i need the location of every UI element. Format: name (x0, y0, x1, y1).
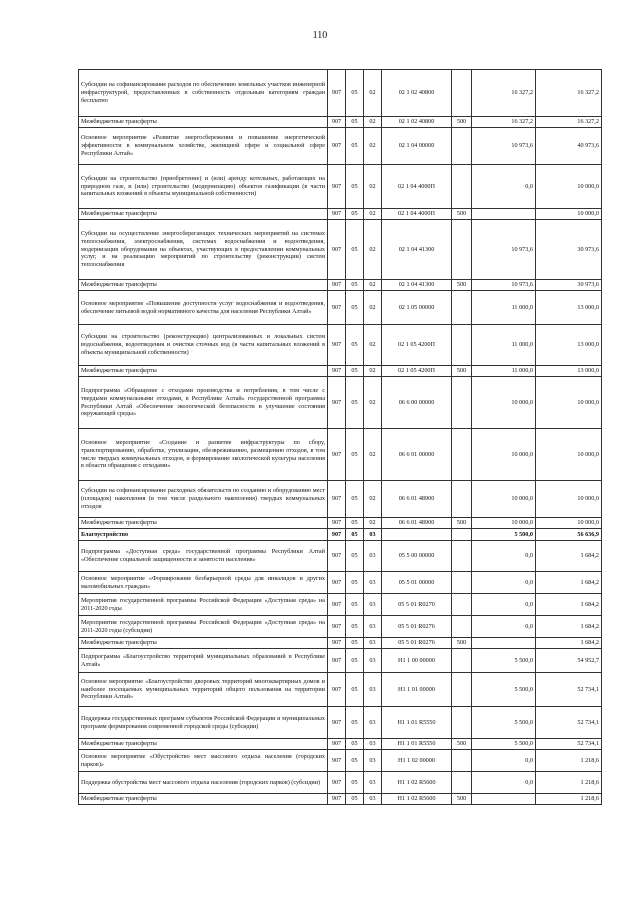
row-vr-cell (452, 707, 472, 739)
row-vr-cell: 500 (452, 209, 472, 220)
row-gr-cell: 907 (328, 541, 346, 572)
row-name-cell: Основное мероприятие «Формирование безбарьерной среды для инвалидов и других маломобильных граждан» (79, 572, 328, 594)
row-rz-cell: 05 (346, 772, 364, 794)
row-gr-cell: 907 (328, 128, 346, 165)
budget-table (78, 69, 602, 805)
row-gr-cell: 907 (328, 649, 346, 673)
row-gr-cell: 907 (328, 739, 346, 750)
row-gr-cell: 907 (328, 673, 346, 707)
row-cs-cell: Н1 1 01 R5550 (382, 707, 452, 739)
row-name-cell: Основное мероприятие «Развитие энергосбережения и повышение энергетической эффективности в коммунальном хозяйстве, жилищной сфере и социальной сфере Республики Алтай» (79, 128, 328, 165)
row-gr-cell: 907 (328, 518, 346, 529)
row-gr-cell: 907 (328, 220, 346, 280)
row-sum1-cell: 10 973,6 (472, 220, 536, 280)
row-sum1-cell: 16 327,2 (472, 70, 536, 117)
row-pr-cell: 03 (364, 673, 382, 707)
row-rz-cell: 05 (346, 739, 364, 750)
row-sum2-cell: 52 734,1 (536, 673, 602, 707)
row-name-cell: Субсидии на строительство (приобретение) и (или) аренду котельных, работающих на природном газе, и (или) строительство (модернизацию) объектов газификации (в части капитальных вложений в объекты муниципальной собственности) (79, 165, 328, 209)
row-sum2-cell: 56 636,9 (536, 529, 602, 541)
row-name-cell: Субсидии на софинансирование расходных обязательств по созданию и оборудованию мест (площадок) накопления (в том числе раздельного накопления) твердых коммунальных отходов (79, 481, 328, 518)
row-pr-cell: 03 (364, 616, 382, 638)
table-row (79, 529, 602, 541)
table-row (79, 117, 602, 128)
row-name-cell: Межбюджетные трансферты (79, 518, 328, 529)
row-rz-cell: 05 (346, 280, 364, 291)
row-rz-cell: 05 (346, 325, 364, 366)
row-gr-cell: 907 (328, 117, 346, 128)
row-sum1-cell (472, 638, 536, 649)
row-sum1-cell: 11 000,0 (472, 366, 536, 377)
row-pr-cell: 03 (364, 707, 382, 739)
row-sum2-cell: 1 684,2 (536, 616, 602, 638)
row-vr-cell: 500 (452, 638, 472, 649)
row-name-cell: Субсидии на софинансирование расходов по обеспечению земельных участков инженерной инфраструктурой, предоставленных в собственность отдельным категориям граждан бесплатно (79, 70, 328, 117)
row-pr-cell: 02 (364, 481, 382, 518)
row-gr-cell: 907 (328, 165, 346, 209)
row-name-cell: Основное мероприятие «Создание и развитие инфраструктуры по сбору, транспортированию, обработке, утилизации, обезвреживанию, размещению отходов, в том числе твердых коммунальных отходов, и формирование экологической культуры населения в области обращения с отходами» (79, 429, 328, 481)
row-sum2-cell: 54 952,7 (536, 649, 602, 673)
row-rz-cell: 05 (346, 638, 364, 649)
row-vr-cell: 500 (452, 794, 472, 805)
row-sum2-cell: 10 000,0 (536, 377, 602, 429)
row-name-cell: Поддержка государственных программ субъектов Российской Федерации и муниципальных программ формирования современной городской среды (субсидии) (79, 707, 328, 739)
row-name-cell: Основное мероприятие «Обустройство мест массового отдыха населения (городских парков)» (79, 750, 328, 772)
row-pr-cell: 03 (364, 541, 382, 572)
row-name-cell: Межбюджетные трансферты (79, 280, 328, 291)
row-gr-cell: 907 (328, 572, 346, 594)
row-rz-cell: 05 (346, 377, 364, 429)
row-name-cell: Основное мероприятие «Повышение доступности услуг водоснабжения и водоотведения, обеспечение питьевой водой нормативного качества для населения Республики Алтай» (79, 291, 328, 325)
row-gr-cell: 907 (328, 325, 346, 366)
table-row (79, 128, 602, 165)
row-cs-cell: 06 6 01 48900 (382, 481, 452, 518)
row-sum2-cell: 1 218,6 (536, 772, 602, 794)
row-cs-cell: Н1 1 00 00000 (382, 649, 452, 673)
row-pr-cell: 03 (364, 649, 382, 673)
row-cs-cell: 02 1 02 40800 (382, 70, 452, 117)
row-rz-cell: 05 (346, 594, 364, 616)
row-cs-cell: 02 1 04 4000П (382, 209, 452, 220)
row-pr-cell: 02 (364, 518, 382, 529)
row-vr-cell (452, 594, 472, 616)
row-pr-cell: 02 (364, 117, 382, 128)
row-name-cell: Мероприятия государственной программы Российской Федерации «Доступная среда» на 2011-2020 годы (субсидии) (79, 616, 328, 638)
row-pr-cell: 03 (364, 529, 382, 541)
row-vr-cell: 500 (452, 739, 472, 750)
row-vr-cell (452, 649, 472, 673)
row-pr-cell: 02 (364, 209, 382, 220)
row-sum2-cell: 52 734,1 (536, 739, 602, 750)
row-cs-cell: 05 5 01 R0276 (382, 638, 452, 649)
row-sum2-cell: 52 734,1 (536, 707, 602, 739)
row-pr-cell: 02 (364, 291, 382, 325)
table-row (79, 739, 602, 750)
row-vr-cell: 500 (452, 280, 472, 291)
row-vr-cell (452, 70, 472, 117)
row-vr-cell (452, 673, 472, 707)
row-sum2-cell: 1 684,2 (536, 638, 602, 649)
row-cs-cell: Н1 1 02 R5600 (382, 794, 452, 805)
row-name-cell: Мероприятия государственной программы Российской Федерации «Доступная среда» на 2011-2020 годы (79, 594, 328, 616)
row-rz-cell: 05 (346, 541, 364, 572)
row-pr-cell: 02 (364, 325, 382, 366)
row-vr-cell (452, 325, 472, 366)
row-sum2-cell: 40 973,6 (536, 128, 602, 165)
row-sum1-cell: 0,0 (472, 750, 536, 772)
table-row (79, 70, 602, 117)
row-sum1-cell: 5 500,0 (472, 707, 536, 739)
row-cs-cell: Н1 1 01 R5550 (382, 739, 452, 750)
row-rz-cell: 05 (346, 750, 364, 772)
row-rz-cell: 05 (346, 481, 364, 518)
table-row (79, 794, 602, 805)
row-sum1-cell: 10 973,6 (472, 280, 536, 291)
row-cs-cell: 02 1 05 4200П (382, 366, 452, 377)
row-pr-cell: 03 (364, 572, 382, 594)
row-cs-cell: 06 6 01 00000 (382, 429, 452, 481)
table-row (79, 541, 602, 572)
row-gr-cell: 907 (328, 707, 346, 739)
row-vr-cell (452, 481, 472, 518)
row-name-cell: Подпрограмма «Благоустройство территорий муниципальных образований в Республике Алтай» (79, 649, 328, 673)
row-rz-cell: 05 (346, 429, 364, 481)
row-cs-cell: 02 1 04 4000П (382, 165, 452, 209)
row-gr-cell: 907 (328, 529, 346, 541)
row-sum1-cell: 10 000,0 (472, 518, 536, 529)
row-sum1-cell: 0,0 (472, 572, 536, 594)
table-row (79, 572, 602, 594)
row-cs-cell: Н1 1 01 00000 (382, 673, 452, 707)
row-sum2-cell: 16 327,2 (536, 70, 602, 117)
row-rz-cell: 05 (346, 794, 364, 805)
row-name-cell: Межбюджетные трансферты (79, 209, 328, 220)
row-gr-cell: 907 (328, 481, 346, 518)
row-sum2-cell: 10 000,0 (536, 518, 602, 529)
row-pr-cell: 02 (364, 220, 382, 280)
row-cs-cell: Н1 1 02 00000 (382, 750, 452, 772)
row-rz-cell: 05 (346, 128, 364, 165)
table-row (79, 649, 602, 673)
row-gr-cell: 907 (328, 377, 346, 429)
row-pr-cell: 03 (364, 794, 382, 805)
table-row (79, 165, 602, 209)
row-cs-cell: 02 1 05 00000 (382, 291, 452, 325)
row-sum2-cell: 30 973,6 (536, 220, 602, 280)
row-rz-cell: 05 (346, 220, 364, 280)
row-vr-cell (452, 616, 472, 638)
row-pr-cell: 02 (364, 165, 382, 209)
row-rz-cell: 05 (346, 649, 364, 673)
row-sum1-cell: 10 973,6 (472, 128, 536, 165)
row-sum2-cell: 10 000,0 (536, 165, 602, 209)
row-pr-cell: 02 (364, 366, 382, 377)
row-sum1-cell: 5 500,0 (472, 739, 536, 750)
row-name-cell: Поддержка обустройства мест массового отдыха населения (городских парков) (субсидии) (79, 772, 328, 794)
row-rz-cell: 05 (346, 518, 364, 529)
page-number: 110 (312, 30, 328, 41)
row-cs-cell: 05 5 01 00000 (382, 572, 452, 594)
row-rz-cell: 05 (346, 366, 364, 377)
row-sum1-cell: 16 327,2 (472, 117, 536, 128)
row-sum1-cell: 10 000,0 (472, 377, 536, 429)
row-rz-cell: 05 (346, 291, 364, 325)
row-gr-cell: 907 (328, 429, 346, 481)
row-name-cell: Межбюджетные трансферты (79, 117, 328, 128)
row-name-cell: Благоустройство (79, 529, 328, 541)
row-name-cell: Межбюджетные трансферты (79, 739, 328, 750)
row-sum1-cell: 10 000,0 (472, 429, 536, 481)
row-sum2-cell: 13 000,0 (536, 291, 602, 325)
row-sum1-cell: 5 500,0 (472, 649, 536, 673)
row-pr-cell: 03 (364, 594, 382, 616)
row-sum1-cell: 5 500,0 (472, 673, 536, 707)
row-cs-cell: 02 1 04 00000 (382, 128, 452, 165)
row-rz-cell: 05 (346, 209, 364, 220)
row-name-cell: Межбюджетные трансферты (79, 366, 328, 377)
row-vr-cell (452, 541, 472, 572)
row-rz-cell: 05 (346, 117, 364, 128)
row-pr-cell: 02 (364, 128, 382, 165)
row-gr-cell: 907 (328, 616, 346, 638)
row-cs-cell: 05 5 01 R0270 (382, 594, 452, 616)
table-row (79, 750, 602, 772)
row-rz-cell: 05 (346, 70, 364, 117)
row-gr-cell: 907 (328, 594, 346, 616)
row-sum1-cell: 0,0 (472, 165, 536, 209)
table-row (79, 638, 602, 649)
row-sum1-cell (472, 794, 536, 805)
row-vr-cell (452, 220, 472, 280)
row-rz-cell: 05 (346, 572, 364, 594)
row-cs-cell: 02 1 05 4200П (382, 325, 452, 366)
table-row (79, 673, 602, 707)
row-gr-cell: 907 (328, 70, 346, 117)
row-sum2-cell: 1 218,6 (536, 794, 602, 805)
row-cs-cell: 05 5 00 00000 (382, 541, 452, 572)
row-sum1-cell (472, 209, 536, 220)
row-gr-cell: 907 (328, 750, 346, 772)
table-row (79, 291, 602, 325)
row-sum2-cell: 1 684,2 (536, 572, 602, 594)
row-rz-cell: 05 (346, 616, 364, 638)
row-cs-cell: 06 6 00 00000 (382, 377, 452, 429)
row-gr-cell: 907 (328, 794, 346, 805)
row-sum2-cell: 1 684,2 (536, 594, 602, 616)
row-rz-cell: 05 (346, 529, 364, 541)
row-vr-cell (452, 128, 472, 165)
table-body (79, 70, 602, 805)
row-name-cell: Межбюджетные трансферты (79, 638, 328, 649)
row-vr-cell (452, 572, 472, 594)
row-gr-cell: 907 (328, 280, 346, 291)
row-cs-cell: 05 5 01 R0276 (382, 616, 452, 638)
row-sum2-cell: 16 327,2 (536, 117, 602, 128)
row-sum1-cell: 0,0 (472, 541, 536, 572)
table-row (79, 429, 602, 481)
row-pr-cell: 02 (364, 70, 382, 117)
row-pr-cell: 03 (364, 772, 382, 794)
row-pr-cell: 03 (364, 739, 382, 750)
row-sum1-cell: 11 000,0 (472, 291, 536, 325)
row-sum1-cell: 0,0 (472, 616, 536, 638)
row-vr-cell: 500 (452, 518, 472, 529)
row-pr-cell: 03 (364, 750, 382, 772)
row-name-cell: Основное мероприятие «Благоустройство дворовых территорий многоквартирных домов и наиболее посещаемых муниципальных территорий общего пользования на территории Республики Алтай» (79, 673, 328, 707)
row-pr-cell: 02 (364, 377, 382, 429)
row-sum1-cell: 5 500,0 (472, 529, 536, 541)
row-sum2-cell: 1 218,6 (536, 750, 602, 772)
row-sum2-cell: 1 684,2 (536, 541, 602, 572)
row-name-cell: Межбюджетные трансферты (79, 794, 328, 805)
table-row (79, 325, 602, 366)
row-sum2-cell: 30 973,6 (536, 280, 602, 291)
row-pr-cell: 02 (364, 280, 382, 291)
row-cs-cell: 02 1 02 40800 (382, 117, 452, 128)
row-pr-cell: 03 (364, 638, 382, 649)
row-name-cell: Субсидии на строительство (реконструкцию) централизованных и локальных систем водоснабжения, водоотведения и очистки сточных вод (в части капитальных вложений в объекты муниципальной собственности) (79, 325, 328, 366)
row-cs-cell: Н1 1 02 R5600 (382, 772, 452, 794)
row-rz-cell: 05 (346, 165, 364, 209)
row-sum1-cell: 10 000,0 (472, 481, 536, 518)
row-vr-cell (452, 529, 472, 541)
row-cs-cell: 02 1 04 41300 (382, 220, 452, 280)
table-row (79, 220, 602, 280)
row-sum1-cell: 11 000,0 (472, 325, 536, 366)
table-row (79, 616, 602, 638)
row-sum2-cell: 10 000,0 (536, 429, 602, 481)
row-name-cell: Подпрограмма «Обращение с отходами производства и потребления, в том числе с твердыми коммунальными отходами, в Республике Алтай» государственной программы Республики Алтай «Обеспечение экологической безопасности и улучшение состояния окружающей среды» (79, 377, 328, 429)
table-row (79, 481, 602, 518)
row-rz-cell: 05 (346, 707, 364, 739)
table-row (79, 377, 602, 429)
table-row (79, 707, 602, 739)
row-name-cell: Субсидии на осуществление энергосберегающих технических мероприятий на системах теплоснабжения, электроснабжения, системах водоснабжения и водоотведения, модернизация оборудования на объектах, участвующих в предоставлении коммунальных услуг, и на реализацию мероприятий по строительству (реконструкции) систем теплоснабжения (79, 220, 328, 280)
table-row (79, 366, 602, 377)
row-name-cell: Подпрограмма «Доступная среда» государственной программы Республики Алтай «Обеспечение социальной защищенности и занятости населения» (79, 541, 328, 572)
row-vr-cell: 500 (452, 366, 472, 377)
row-cs-cell: 06 6 01 48900 (382, 518, 452, 529)
row-sum2-cell: 10 000,0 (536, 481, 602, 518)
row-sum1-cell: 0,0 (472, 594, 536, 616)
row-cs-cell (382, 529, 452, 541)
row-gr-cell: 907 (328, 209, 346, 220)
row-pr-cell: 02 (364, 429, 382, 481)
row-vr-cell (452, 377, 472, 429)
row-gr-cell: 907 (328, 291, 346, 325)
row-vr-cell (452, 291, 472, 325)
row-sum2-cell: 10 000,0 (536, 209, 602, 220)
row-cs-cell: 02 1 04 41300 (382, 280, 452, 291)
table-row (79, 518, 602, 529)
row-vr-cell (452, 429, 472, 481)
row-sum2-cell: 13 000,0 (536, 325, 602, 366)
row-vr-cell (452, 772, 472, 794)
table-row (79, 594, 602, 616)
row-gr-cell: 907 (328, 366, 346, 377)
table-row (79, 209, 602, 220)
row-vr-cell: 500 (452, 117, 472, 128)
row-sum2-cell: 13 000,0 (536, 366, 602, 377)
row-sum1-cell: 0,0 (472, 772, 536, 794)
row-vr-cell (452, 165, 472, 209)
row-vr-cell (452, 750, 472, 772)
row-gr-cell: 907 (328, 638, 346, 649)
table-row (79, 280, 602, 291)
row-gr-cell: 907 (328, 772, 346, 794)
row-rz-cell: 05 (346, 673, 364, 707)
table-row (79, 772, 602, 794)
